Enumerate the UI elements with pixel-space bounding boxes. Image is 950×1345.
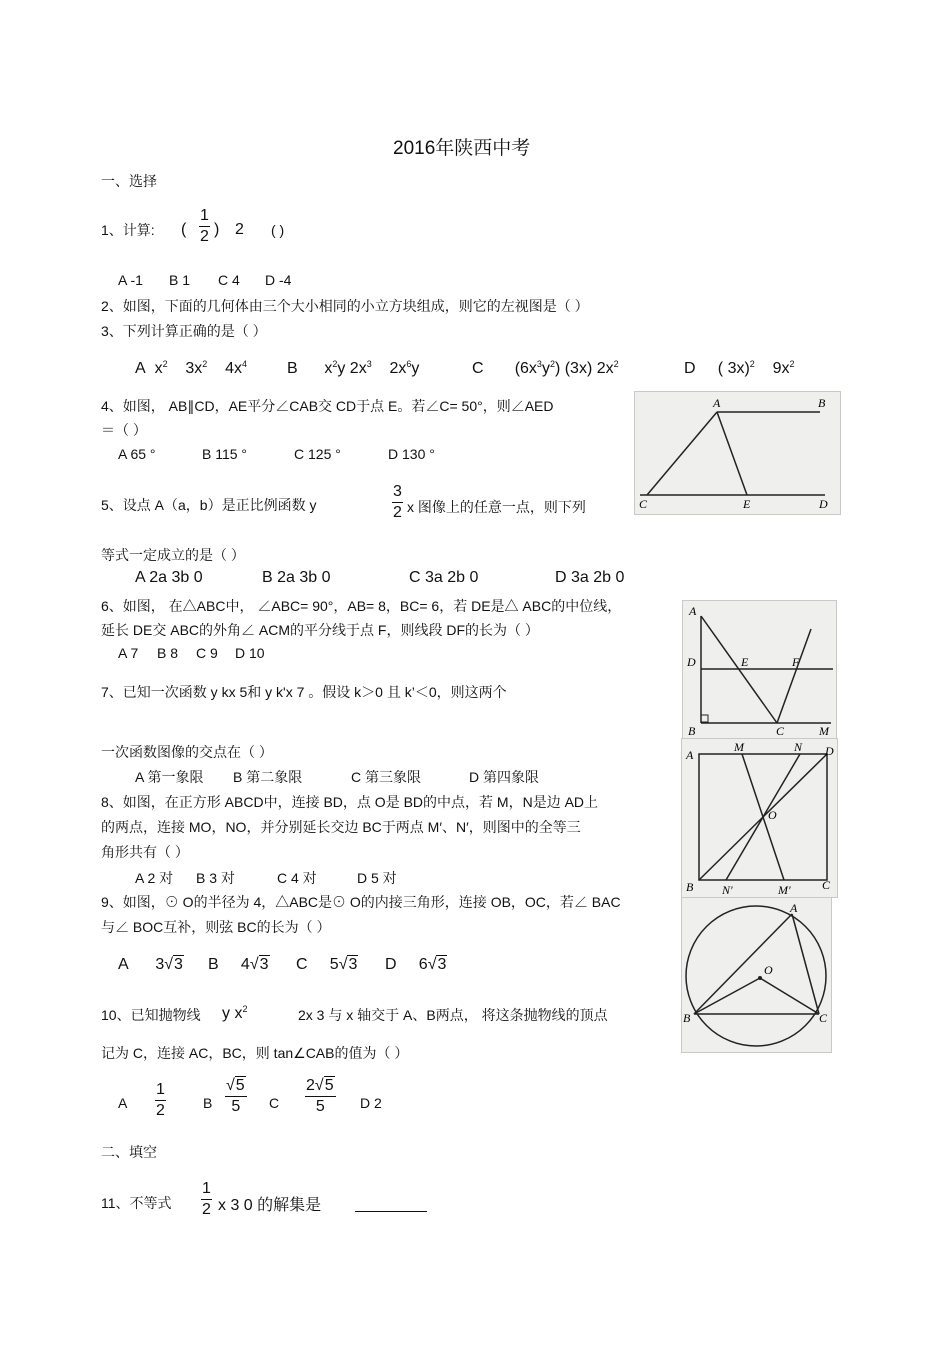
q6-option-d: D 10 — [235, 645, 265, 661]
q4-fig-label-a: A — [713, 396, 721, 410]
q1-open-paren: ( — [181, 221, 187, 238]
q4-fig-label-e: E — [743, 497, 751, 511]
q6-fig-label-c: C — [776, 724, 785, 738]
q4-figure — [634, 391, 841, 515]
q4-fig-label-b: B — [818, 396, 826, 410]
q6-fig-label-d: D — [687, 655, 696, 669]
q8-option-a: A 2 对 — [135, 870, 174, 886]
q3-option-c: C $(6x^3y^2)$ (3x) $2x^2$ — [472, 359, 619, 377]
q4-option-c: C 125 ° — [294, 446, 341, 462]
q6-fig-label-e: E — [741, 655, 749, 669]
q1-option-a: A -1 — [118, 272, 143, 288]
q10-line2: 记为 C，连接 AC，BC，则 tan∠CAB的值为（ ） — [101, 1045, 409, 1061]
q7-option-d: D 第四象限 — [469, 769, 539, 785]
q3-option-a: A $x^2$ $3x^2$ $4x^4$ — [135, 359, 247, 377]
q9-fig-label-a: A — [790, 901, 798, 915]
q6-line1: 6、如图， 在△ABC中， ∠ABC= 90°，AB= 8，BC= 6，若 DE是△ ABC的中位线， — [101, 598, 622, 614]
q10-option-c-fraction: 2√5 5 — [306, 1077, 334, 1115]
q8-fig-label-c: C — [822, 878, 831, 892]
q6-line2: 延长 DE交 ABC的外角∠ ACM的平分线于点 F，则线段 DF的长为（ ） — [101, 622, 539, 638]
q5-fraction: 3 2 — [393, 483, 402, 521]
q1-option-c: C 4 — [218, 272, 240, 288]
q11-expression: x 3 0 的解集是 — [218, 1197, 322, 1214]
q1-fraction-num: 1 — [200, 207, 209, 224]
q5-option-b: B 2a 3b 0 — [262, 569, 331, 586]
q8-fig-label-m-prime: M' — [778, 883, 791, 897]
q10-option-a-label: A — [118, 1095, 128, 1111]
q7-option-c: C 第三象限 — [351, 769, 421, 785]
q8-fig-label-d: D — [825, 744, 834, 758]
q7-option-b: B 第二象限 — [233, 769, 303, 785]
q8-line1: 8、如图，在正方形 ABCD中，连接 BD，点 O是 BD的中点，若 M，N是边 AD上 — [101, 794, 599, 810]
q1-fraction — [199, 208, 210, 245]
q1-label: 1、计算: — [101, 222, 155, 238]
q9-option-a: A 3√3 — [118, 956, 183, 973]
q6-option-b: B 8 — [157, 645, 179, 661]
q9-option-c: C 5√3 — [296, 956, 358, 973]
q9-figure — [681, 897, 832, 1053]
q10-expr: y $x^2$ — [222, 1004, 248, 1022]
q11-fraction: 1 2 — [202, 1180, 211, 1218]
q8-option-c: C 4 对 — [277, 870, 317, 886]
q8-line2: 的两点，连接 MO，NO，并分别延长交边 BC于两点 M′、N′，则图中的全等三 — [101, 819, 581, 835]
q9-fig-label-o: O — [764, 963, 773, 977]
q9-option-d: D 6√3 — [385, 956, 447, 973]
q3-option-b: B $x^2y$ $2x^3$ $2x^6y$ — [287, 359, 420, 377]
q9-line2: 与∠ BOC互补，则弦 BC的长为（ ） — [101, 919, 331, 935]
q11-answer-blank[interactable] — [355, 1194, 427, 1212]
section-heading-choice: 一、选择 — [101, 173, 157, 189]
q6-fig-label-m: M — [819, 724, 829, 738]
q9-fig-label-b: B — [683, 1011, 691, 1025]
q8-fig-label-b: B — [686, 880, 694, 894]
q11-label: 11、不等式 — [101, 1195, 172, 1211]
q4-line2: ＝（ ） — [101, 422, 147, 438]
q3-text: 3、下列计算正确的是（ ） — [101, 323, 267, 339]
section-heading-fill: 二、填空 — [101, 1144, 157, 1160]
q4-option-a: A 65 ° — [118, 446, 156, 462]
q10-option-b-fraction: √5 5 — [226, 1077, 245, 1115]
q8-line3: 角形共有（ ） — [101, 844, 189, 860]
q6-figure — [682, 600, 837, 739]
q9-line1: 9、如图，⊙ O的半径为 4，△ABC是⊙ O的内接三角形，连接 OB，OC，若∠ BAC — [101, 894, 621, 910]
q9-option-b: B 4√3 — [208, 956, 269, 973]
q6-fig-label-a: A — [689, 604, 697, 618]
q8-fig-label-n-prime: N' — [722, 883, 733, 897]
q6-option-c: C 9 — [196, 645, 218, 661]
q4-line1: 4、如图， AB∥CD，AE平分∠CAB交 CD于点 E。若∠C= 50°，则∠AED — [101, 398, 554, 414]
q6-option-a: A 7 — [118, 645, 139, 661]
page-title: 2016年陕西中考 — [393, 138, 531, 159]
q5-option-c: C 3a 2b 0 — [409, 569, 479, 586]
q2-text: 2、如图，下面的几何体由三个大小相同的小立方块组成，则它的左视图是（ ） — [101, 298, 589, 314]
q5-option-d: D 3a 2b 0 — [555, 569, 625, 586]
q5-prefix: 5、设点 A（a，b）是正比例函数 y — [101, 497, 317, 513]
q1-option-d: D -4 — [265, 272, 292, 288]
q10-line1-rest: 2x 3 与 x 轴交于 A、B两点， 将这条抛物线的顶点 — [298, 1007, 608, 1023]
q4-option-b: B 115 ° — [202, 446, 248, 462]
q8-figure — [681, 738, 838, 898]
q5-option-a: A 2a 3b 0 — [135, 569, 203, 586]
q9-fig-label-c: C — [819, 1011, 828, 1025]
q4-fig-label-d: D — [819, 497, 828, 511]
q8-option-d: D 5 对 — [357, 870, 397, 886]
q4-option-d: D 130 ° — [388, 446, 435, 462]
q1-answer-paren: ( ) — [271, 222, 285, 238]
q10-option-d: D 2 — [360, 1095, 382, 1111]
q10-option-c-label: C — [269, 1095, 280, 1111]
q10-option-b-label: B — [203, 1095, 213, 1111]
q6-fig-label-b: B — [688, 724, 696, 738]
q8-fig-label-n: N — [794, 740, 803, 754]
q8-option-b: B 3 对 — [196, 870, 235, 886]
q7-option-a: A 第一象限 — [135, 769, 204, 785]
q10-label: 10、已知抛物线 — [101, 1007, 201, 1023]
q3-option-d: D ( 3x)$^2$ $9x^2$ — [684, 359, 795, 377]
q6-fig-label-f: F — [792, 655, 800, 669]
q8-fig-label-o: O — [768, 808, 777, 822]
q1-option-b: B 1 — [169, 272, 191, 288]
q1-fraction-den: 2 — [200, 228, 209, 245]
q4-fig-label-c: C — [639, 497, 648, 511]
q5-suffix: x 图像上的任意一点，则下列 — [407, 499, 586, 515]
q1-exponent: 2 — [235, 221, 244, 238]
q5-line2: 等式一定成立的是（ ） — [101, 547, 245, 563]
q1-close-paren: ) — [214, 221, 220, 238]
q10-option-a-fraction: 1 2 — [156, 1081, 165, 1119]
q8-fig-label-a: A — [686, 748, 694, 762]
q8-fig-label-m: M — [734, 740, 744, 754]
q7-line2: 一次函数图像的交点在（ ） — [101, 744, 273, 760]
q7-line1: 7、已知一次函数 y kx 5和 y k'x 7 。假设 k＞0 且 k’＜0，则这两个 — [101, 684, 507, 700]
